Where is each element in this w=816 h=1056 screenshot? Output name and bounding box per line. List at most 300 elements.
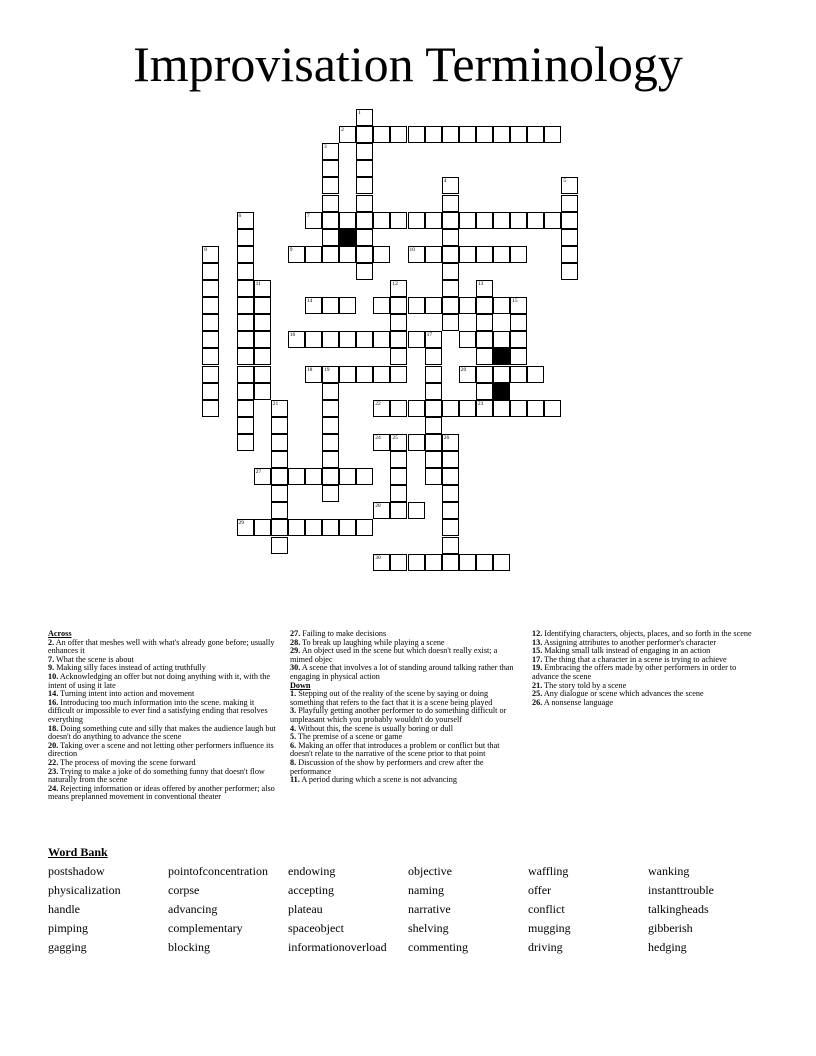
word-bank-word: talkingheads	[648, 902, 709, 916]
grid-cell[interactable]	[459, 400, 476, 417]
grid-cell[interactable]	[544, 126, 561, 143]
grid-cell[interactable]	[459, 366, 476, 383]
grid-cell[interactable]	[322, 229, 339, 246]
across-clue	[48, 699, 280, 725]
grid-cell[interactable]	[510, 126, 527, 143]
grid-cell[interactable]	[305, 212, 322, 229]
word-bank-word: plateau	[288, 902, 323, 916]
clue-text: An object used in the scene but which doesn't really exist; a mimed objec	[290, 646, 498, 664]
grid-cell[interactable]	[339, 246, 356, 263]
grid-cell[interactable]	[493, 126, 510, 143]
clue-number: 18	[306, 366, 313, 373]
clue-number: 9.	[48, 663, 55, 673]
word-bank-word: narrative	[408, 902, 451, 916]
word-bank-word: waffling	[528, 864, 569, 878]
grid-cell[interactable]	[544, 400, 561, 417]
grid-cell[interactable]	[322, 177, 339, 194]
grid-cell[interactable]	[476, 246, 493, 263]
grid-cell[interactable]	[442, 519, 459, 536]
word-bank-word: shelving	[408, 921, 449, 935]
down-clue	[290, 776, 522, 785]
grid-cell[interactable]	[373, 554, 390, 571]
grid-cell[interactable]	[322, 195, 339, 212]
grid-cell[interactable]	[356, 468, 373, 485]
grid-cell[interactable]	[237, 417, 254, 434]
clue-number: 8.	[290, 757, 297, 767]
grid-cell[interactable]	[390, 468, 407, 485]
grid-cell[interactable]	[288, 246, 305, 263]
grid-cell[interactable]	[527, 400, 544, 417]
grid-cell[interactable]	[510, 246, 527, 263]
grid-cell[interactable]	[305, 331, 322, 348]
word-bank-word: commenting	[408, 940, 468, 954]
grid-cell[interactable]	[561, 246, 578, 263]
grid-cell[interactable]	[356, 246, 373, 263]
grid-cell[interactable]	[373, 212, 390, 229]
grid-cell[interactable]	[202, 400, 219, 417]
grid-cell[interactable]	[322, 519, 339, 536]
grid-cell[interactable]	[390, 126, 407, 143]
grid-cell[interactable]	[288, 519, 305, 536]
grid-cell[interactable]	[390, 297, 407, 314]
clue-number: 10	[409, 246, 415, 253]
clue-text: Acknowledging an offer but not doing anything with it, with the intent of using it late	[48, 671, 271, 690]
grid-cell[interactable]	[476, 383, 493, 400]
grid-cell[interactable]	[356, 109, 373, 126]
grid-cell[interactable]	[356, 519, 373, 536]
grid-cell[interactable]	[356, 160, 373, 177]
grid-cell[interactable]	[305, 297, 322, 314]
grid-cell[interactable]	[237, 348, 254, 365]
grid-cell[interactable]	[202, 383, 219, 400]
grid-cell[interactable]	[322, 366, 339, 383]
word-bank-word: gagging	[48, 940, 87, 954]
grid-cell[interactable]	[493, 246, 510, 263]
grid-cell[interactable]	[339, 468, 356, 485]
down-clue	[290, 707, 522, 724]
grid-cell[interactable]	[356, 331, 373, 348]
word-bank-row	[48, 882, 808, 901]
grid-cell[interactable]	[339, 212, 356, 229]
grid-cell[interactable]	[459, 126, 476, 143]
across-clue	[290, 664, 522, 681]
grid-cell[interactable]	[322, 246, 339, 263]
word-bank	[48, 863, 808, 958]
grid-cell[interactable]	[202, 348, 219, 365]
grid-cell[interactable]	[408, 246, 425, 263]
clue-number: 27.	[290, 629, 301, 638]
grid-cell[interactable]	[202, 297, 219, 314]
clue-number: 24	[375, 434, 381, 441]
grid-cell[interactable]	[476, 366, 493, 383]
clue-number: 2	[341, 127, 344, 134]
grid-cell[interactable]	[237, 212, 254, 229]
grid-cell[interactable]	[408, 400, 425, 417]
grid-cell[interactable]	[476, 400, 493, 417]
black-cell	[493, 383, 510, 400]
grid-cell[interactable]	[408, 126, 425, 143]
grid-cell[interactable]	[322, 160, 339, 177]
grid-cell[interactable]	[425, 297, 442, 314]
grid-cell[interactable]	[425, 554, 442, 571]
grid-cell[interactable]	[442, 537, 459, 554]
grid-cell[interactable]	[373, 246, 390, 263]
grid-cell[interactable]	[527, 366, 544, 383]
clue-text: Trying to make a joke of do something funny that doesn't flow naturally from the scene	[48, 766, 265, 785]
grid-cell[interactable]	[510, 366, 527, 383]
clue-text: The story told by a scene	[542, 680, 627, 690]
clue-text: Without this, the scene is usually boring or dull	[296, 723, 454, 733]
grid-cell[interactable]	[322, 417, 339, 434]
word-bank-word: hedging	[648, 940, 687, 954]
clue-number: 13	[477, 281, 484, 287]
grid-cell[interactable]	[322, 400, 339, 417]
grid-cell[interactable]	[493, 212, 510, 229]
clue-number: 8	[204, 246, 208, 253]
clue-number: 5.	[290, 732, 297, 742]
grid-cell[interactable]	[237, 314, 254, 331]
grid-cell[interactable]	[373, 400, 390, 417]
grid-cell[interactable]	[425, 400, 442, 417]
grid-cell[interactable]	[425, 417, 442, 434]
grid-cell[interactable]	[390, 485, 407, 502]
clue-number: 3.	[290, 706, 297, 716]
grid-cell[interactable]	[425, 434, 442, 451]
grid-cell[interactable]	[561, 229, 578, 246]
grid-cell[interactable]	[442, 297, 459, 314]
clue-text: Any dialogue or scene which advances the scene	[542, 689, 704, 699]
clue-number: 18.	[48, 723, 59, 733]
grid-cell[interactable]	[527, 212, 544, 229]
grid-cell[interactable]	[322, 451, 339, 468]
grid-cell[interactable]	[271, 519, 288, 536]
grid-cell[interactable]	[254, 348, 271, 365]
clue-number: 13.	[532, 637, 543, 647]
grid-cell[interactable]	[237, 246, 254, 263]
grid-cell[interactable]	[373, 297, 390, 314]
clue-number: 12	[392, 281, 398, 287]
clue-text: A scene that involves a lot of standing around talking rather than engaging in physical action	[290, 663, 514, 681]
clue-number: 4.	[290, 723, 297, 733]
word-bank-word: wanking	[648, 864, 690, 878]
grid-cell[interactable]	[237, 297, 254, 314]
word-bank-word: informationoverload	[288, 940, 387, 954]
clue-text: Discussion of the show by performers and crew after the performance	[290, 757, 484, 776]
word-bank-word: driving	[528, 940, 563, 954]
grid-cell[interactable]	[237, 366, 254, 383]
grid-cell[interactable]	[442, 314, 459, 331]
grid-cell[interactable]	[442, 280, 459, 297]
clue-number: 14.	[48, 689, 59, 699]
clue-number: 16.	[48, 697, 59, 707]
clue-number: 16	[289, 332, 296, 339]
grid-cell[interactable]	[510, 331, 527, 348]
grid-cell[interactable]	[254, 280, 271, 297]
grid-cell[interactable]	[425, 468, 442, 485]
grid-cell[interactable]	[202, 280, 219, 297]
grid-cell[interactable]	[202, 263, 219, 280]
black-cell	[339, 229, 356, 246]
grid-cell[interactable]	[442, 177, 459, 194]
grid-cell[interactable]	[510, 297, 527, 314]
across-clue	[48, 742, 280, 759]
grid-cell[interactable]	[493, 366, 510, 383]
grid-cell[interactable]	[442, 212, 459, 229]
grid-cell[interactable]	[373, 331, 390, 348]
clue-text: A period during which a scene is not advancing	[299, 775, 457, 785]
grid-cell[interactable]	[459, 331, 476, 348]
clue-number: 25	[392, 434, 398, 441]
grid-cell[interactable]	[493, 400, 510, 417]
clue-number: 1.	[290, 689, 297, 699]
grid-cell[interactable]	[237, 434, 254, 451]
grid-cell[interactable]	[339, 366, 356, 383]
grid-cell[interactable]	[408, 502, 425, 519]
grid-cell[interactable]	[390, 366, 407, 383]
word-bank-title: Word Bank	[48, 845, 108, 859]
clue-number: 12.	[532, 629, 543, 638]
grid-cell[interactable]	[356, 177, 373, 194]
word-bank-word: accepting	[288, 883, 334, 897]
grid-cell[interactable]	[442, 434, 459, 451]
grid-cell[interactable]	[356, 126, 373, 143]
clue-number: 20.	[48, 740, 59, 750]
grid-cell[interactable]	[425, 348, 442, 365]
clue-text: Rejecting information or ideas offered by another performer; also means preplanned movement in conventional theater	[48, 783, 275, 802]
grid-cell[interactable]	[408, 331, 425, 348]
clue-number: 28	[375, 503, 381, 510]
grid-cell[interactable]	[561, 263, 578, 280]
grid-cell[interactable]	[254, 331, 271, 348]
grid-cell[interactable]	[271, 537, 288, 554]
grid-cell[interactable]	[561, 195, 578, 212]
clue-number: 7.	[48, 654, 55, 664]
grid-cell[interactable]	[322, 434, 339, 451]
grid-cell[interactable]	[442, 229, 459, 246]
grid-cell[interactable]	[442, 554, 459, 571]
grid-cell[interactable]	[356, 229, 373, 246]
down-clue	[532, 664, 764, 681]
grid-cell[interactable]	[373, 126, 390, 143]
grid-cell[interactable]	[425, 383, 442, 400]
grid-cell[interactable]	[237, 519, 254, 536]
grid-cell[interactable]	[373, 502, 390, 519]
grid-cell[interactable]	[510, 212, 527, 229]
grid-cell[interactable]	[271, 485, 288, 502]
grid-cell[interactable]	[254, 519, 271, 536]
grid-cell[interactable]	[442, 468, 459, 485]
grid-cell[interactable]	[442, 485, 459, 502]
clue-number: 23.	[48, 766, 59, 776]
grid-cell[interactable]	[305, 468, 322, 485]
grid-cell[interactable]	[237, 229, 254, 246]
grid-cell[interactable]	[510, 314, 527, 331]
grid-cell[interactable]	[493, 297, 510, 314]
grid-cell[interactable]	[202, 331, 219, 348]
grid-cell[interactable]	[271, 400, 288, 417]
grid-cell[interactable]	[322, 143, 339, 160]
grid-cell[interactable]	[390, 400, 407, 417]
word-bank-row	[48, 863, 808, 882]
grid-cell[interactable]	[390, 280, 407, 297]
down-clue	[290, 759, 522, 776]
grid-cell[interactable]	[322, 468, 339, 485]
grid-cell[interactable]	[442, 451, 459, 468]
grid-cell[interactable]	[442, 246, 459, 263]
grid-cell[interactable]	[476, 126, 493, 143]
grid-cell[interactable]	[390, 451, 407, 468]
grid-cell[interactable]	[493, 331, 510, 348]
grid-cell[interactable]	[408, 297, 425, 314]
clue-text: The thing that a character in a scene is trying to achieve	[542, 654, 727, 664]
word-bank-word: instanttrouble	[648, 883, 714, 897]
clues-column-1	[48, 630, 280, 802]
grid-cell[interactable]	[322, 297, 339, 314]
grid-cell[interactable]	[356, 263, 373, 280]
grid-cell[interactable]	[425, 366, 442, 383]
grid-cell[interactable]	[459, 212, 476, 229]
word-bank-word: conflict	[528, 902, 565, 916]
grid-cell[interactable]	[254, 314, 271, 331]
grid-cell[interactable]	[476, 314, 493, 331]
grid-cell[interactable]	[356, 212, 373, 229]
grid-cell[interactable]	[271, 434, 288, 451]
grid-cell[interactable]	[322, 485, 339, 502]
grid-cell[interactable]	[373, 434, 390, 451]
grid-cell[interactable]	[356, 195, 373, 212]
grid-cell[interactable]	[390, 314, 407, 331]
clue-number: 6.	[290, 740, 297, 750]
clue-number: 6	[238, 212, 242, 219]
grid-cell[interactable]	[202, 314, 219, 331]
clue-text: Doing something cute and silly that makes the audience laugh but doesn't do anything to advance the scene	[48, 723, 276, 742]
grid-cell[interactable]	[459, 246, 476, 263]
clue-number: 25.	[532, 689, 543, 699]
grid-cell[interactable]	[202, 366, 219, 383]
word-bank-row	[48, 901, 808, 920]
down-clue	[290, 742, 522, 759]
clue-number: 14	[306, 298, 313, 305]
grid-cell[interactable]	[271, 468, 288, 485]
grid-cell[interactable]	[425, 331, 442, 348]
grid-cell[interactable]	[322, 383, 339, 400]
grid-cell[interactable]	[356, 143, 373, 160]
grid-cell[interactable]	[408, 554, 425, 571]
grid-cell[interactable]	[425, 246, 442, 263]
grid-cell[interactable]	[390, 554, 407, 571]
grid-cell[interactable]	[442, 195, 459, 212]
word-bank-word: objective	[408, 864, 452, 878]
grid-cell[interactable]	[425, 451, 442, 468]
across-clue	[48, 725, 280, 742]
grid-cell[interactable]	[288, 468, 305, 485]
grid-cell[interactable]	[408, 212, 425, 229]
grid-cell[interactable]	[544, 212, 561, 229]
grid-cell[interactable]	[476, 280, 493, 297]
grid-cell[interactable]	[288, 331, 305, 348]
grid-cell[interactable]	[476, 331, 493, 348]
grid-cell[interactable]	[202, 246, 219, 263]
grid-cell[interactable]	[459, 297, 476, 314]
grid-cell[interactable]	[510, 400, 527, 417]
grid-cell[interactable]	[271, 417, 288, 434]
clue-number: 22.	[48, 757, 59, 767]
grid-cell[interactable]	[237, 383, 254, 400]
grid-cell[interactable]	[254, 383, 271, 400]
grid-cell[interactable]	[561, 177, 578, 194]
grid-cell[interactable]	[339, 331, 356, 348]
grid-cell[interactable]	[271, 451, 288, 468]
grid-cell[interactable]	[339, 297, 356, 314]
grid-cell[interactable]	[237, 280, 254, 297]
grid-cell[interactable]	[476, 297, 493, 314]
grid-cell[interactable]	[561, 212, 578, 229]
word-bank-word: complementary	[168, 921, 243, 935]
grid-cell[interactable]	[510, 348, 527, 365]
grid-cell[interactable]	[254, 297, 271, 314]
clue-number: 26	[443, 434, 450, 441]
grid-cell[interactable]	[305, 519, 322, 536]
grid-cell[interactable]	[493, 554, 510, 571]
grid-cell[interactable]	[390, 212, 407, 229]
clue-text: Embracing the offers made by other performers in order to advance the scene	[532, 663, 737, 681]
grid-cell[interactable]	[408, 434, 425, 451]
grid-cell[interactable]	[254, 366, 271, 383]
grid-cell[interactable]	[476, 348, 493, 365]
clue-number: 24.	[48, 783, 59, 793]
word-bank-row	[48, 920, 808, 939]
grid-cell[interactable]	[442, 400, 459, 417]
clues-column-2	[290, 630, 522, 785]
word-bank-word: pointofconcentration	[168, 864, 268, 878]
grid-cell[interactable]	[339, 519, 356, 536]
across-clue	[48, 639, 280, 656]
grid-cell[interactable]	[356, 366, 373, 383]
across-clue	[48, 768, 280, 785]
grid-cell[interactable]	[339, 126, 356, 143]
clue-number: 9	[289, 246, 293, 253]
grid-cell[interactable]	[476, 554, 493, 571]
clue-number: 21	[272, 400, 279, 407]
grid-cell[interactable]	[442, 502, 459, 519]
grid-cell[interactable]	[390, 434, 407, 451]
grid-cell[interactable]	[425, 212, 442, 229]
grid-cell[interactable]	[322, 331, 339, 348]
grid-cell[interactable]	[527, 126, 544, 143]
grid-cell[interactable]	[442, 263, 459, 280]
grid-cell[interactable]	[271, 502, 288, 519]
word-bank-word: endowing	[288, 864, 336, 878]
grid-cell[interactable]	[373, 366, 390, 383]
grid-cell[interactable]	[442, 126, 459, 143]
grid-cell[interactable]	[237, 263, 254, 280]
grid-cell[interactable]	[237, 331, 254, 348]
clue-text: To break up laughing while playing a scene	[300, 637, 445, 647]
grid-cell[interactable]	[476, 212, 493, 229]
grid-cell[interactable]	[425, 126, 442, 143]
across-clue	[290, 647, 522, 664]
grid-cell[interactable]	[254, 468, 271, 485]
grid-cell[interactable]	[322, 212, 339, 229]
grid-cell[interactable]	[305, 246, 322, 263]
grid-cell[interactable]	[390, 331, 407, 348]
grid-cell[interactable]	[305, 366, 322, 383]
word-bank-row	[48, 939, 808, 958]
grid-cell[interactable]	[390, 502, 407, 519]
grid-cell[interactable]	[459, 554, 476, 571]
grid-cell[interactable]	[237, 400, 254, 417]
grid-cell[interactable]	[390, 348, 407, 365]
